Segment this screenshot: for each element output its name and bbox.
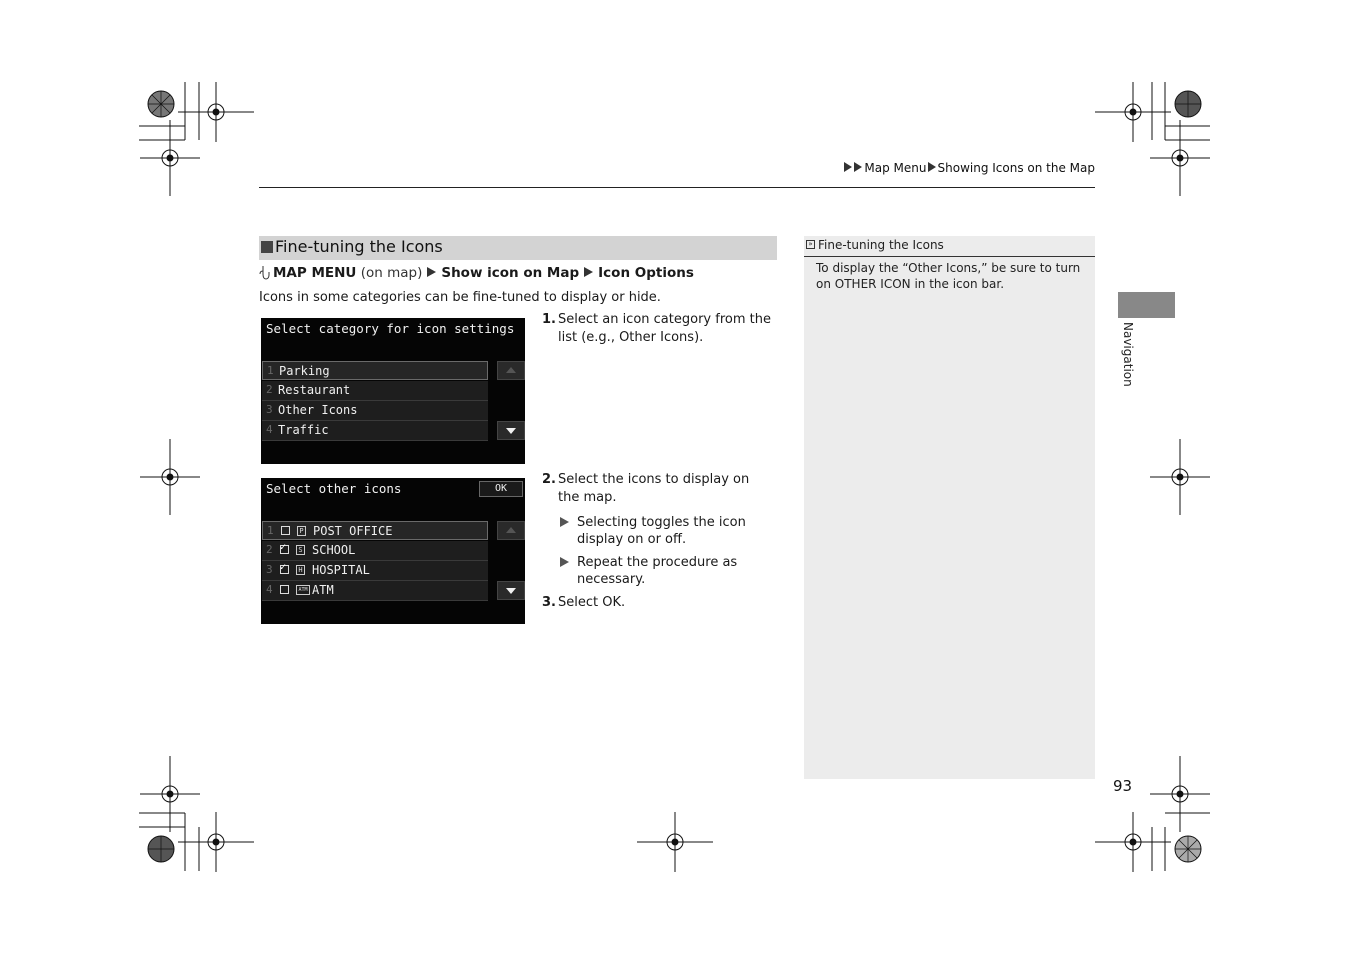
hand-pointer-icon	[259, 265, 270, 280]
triangle-icon	[844, 162, 852, 172]
list-item[interactable]: 3 Other Icons	[262, 401, 488, 421]
list-item[interactable]: 1 P POST OFFICE	[262, 521, 488, 540]
intro-text: Icons in some categories can be fine-tuned to display or hide.	[259, 290, 661, 305]
header-rule	[259, 187, 1095, 188]
triangle-icon	[928, 162, 936, 172]
breadcrumb	[844, 161, 1095, 175]
list-item[interactable]: 4 Traffic	[262, 421, 488, 441]
side-tab-label: Navigation	[1121, 322, 1135, 387]
side-tab-marker	[1118, 292, 1175, 318]
scroll-up-button[interactable]	[497, 361, 525, 380]
step-3: 3. Select OK.	[542, 595, 626, 610]
section-header	[259, 236, 777, 260]
checkbox[interactable]	[281, 526, 290, 535]
path-item-show-icon: Show icon on Map	[441, 265, 580, 281]
screen-title: Select category for icon settings	[266, 321, 515, 336]
path-item-suffix: (on map)	[360, 265, 423, 281]
atm-icon: ATM	[296, 585, 310, 595]
list-item-label: Other Icons	[278, 403, 358, 417]
list-item[interactable]: 2 ✓ S SCHOOL	[262, 541, 488, 561]
list-item[interactable]: 4 ATM ATM	[262, 581, 488, 601]
school-icon: S	[296, 545, 305, 555]
list-item-label: HOSPITAL	[312, 563, 370, 577]
path-item-icon-options: Icon Options	[598, 265, 694, 281]
list-item-label: POST OFFICE	[313, 524, 393, 538]
step-1: 1. Select an icon category from the list (e.g., Other Icons).	[542, 312, 771, 345]
scroll-up-button[interactable]	[497, 521, 525, 540]
breadcrumb-item[interactable]: Showing Icons on the Map	[937, 161, 1095, 175]
arrow-down-icon	[506, 588, 516, 594]
arrow-up-icon	[506, 527, 516, 533]
scroll-down-button[interactable]	[497, 421, 525, 440]
menu-path	[259, 265, 694, 281]
hospital-icon: H	[296, 565, 305, 575]
side-note-title: Fine-tuning the Icons	[818, 238, 944, 252]
step-2-note-1: Selecting toggles the icon display on or off.	[560, 514, 750, 548]
step-2-note-2: Repeat the procedure as necessary.	[560, 554, 750, 588]
screen-title: Select other icons	[266, 481, 402, 496]
scroll-down-button[interactable]	[497, 581, 525, 600]
triangle-icon	[560, 557, 569, 567]
list-item-label: SCHOOL	[312, 543, 356, 557]
triangle-icon	[427, 267, 436, 277]
list-item-label: ATM	[312, 583, 334, 597]
ok-button[interactable]: OK	[479, 481, 523, 497]
double-chevron-icon: »	[806, 240, 815, 249]
side-note-body: To display the “Other Icons,” be sure to turn on OTHER ICON in the icon bar.	[816, 261, 1081, 291]
page-number: 93	[1113, 777, 1133, 795]
step-number: 2.	[542, 472, 556, 487]
checkbox-checked[interactable]	[280, 565, 289, 574]
arrow-down-icon	[506, 428, 516, 434]
triangle-icon	[584, 267, 593, 277]
square-bullet-icon	[261, 241, 273, 253]
step-2: 2. Select the icons to display on the map.	[542, 472, 750, 505]
step-number: 1.	[542, 312, 556, 327]
list-item-label: Parking	[279, 364, 330, 378]
path-item-map-menu: MAP MENU	[273, 265, 357, 281]
list-item[interactable]: 3 ✓ H HOSPITAL	[262, 561, 488, 581]
post-office-icon: P	[297, 526, 306, 536]
list-item[interactable]: 2 Restaurant	[262, 381, 488, 401]
section-title: Fine-tuning the Icons	[275, 237, 443, 256]
list-item[interactable]: 1 Parking	[262, 361, 488, 380]
triangle-icon	[854, 162, 862, 172]
list-item-label: Restaurant	[278, 383, 351, 397]
screen-other-icons	[261, 478, 525, 624]
side-note-header	[804, 236, 1095, 257]
side-note	[804, 236, 1095, 779]
screen-category	[261, 318, 525, 464]
step-number: 3.	[542, 595, 556, 610]
checkbox-checked[interactable]	[280, 545, 289, 554]
triangle-icon	[560, 517, 569, 527]
list-item-label: Traffic	[278, 423, 329, 437]
breadcrumb-item[interactable]: Map Menu	[864, 161, 927, 175]
arrow-up-icon	[506, 367, 516, 373]
checkbox[interactable]	[280, 585, 289, 594]
